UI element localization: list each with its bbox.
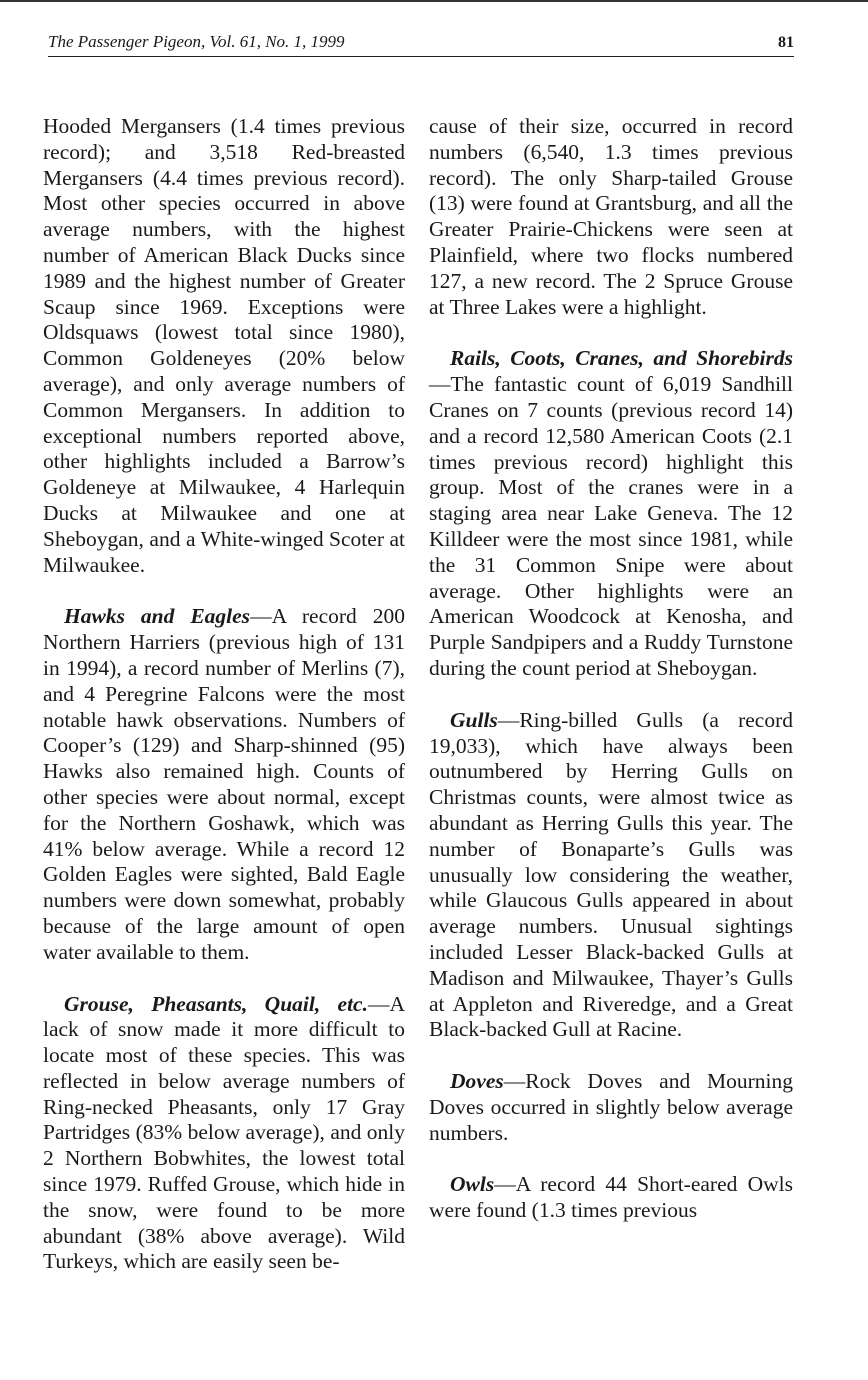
section-body-rails-coots-cranes-shorebirds: —The fantastic count of 6,019 Sandhill Cranes on 7 counts (previous record 14) and a record 12,580 American Coots (2.1 times previous record) highlight this group. Most of the cranes were in a staging area near Lake Geneva. The 12 Killdeer were the most since 1981, while the 31 Common Snipe were about average. Other highlights were an American Woodcock at Kenosha, and Purple Sandpipers and a Ruddy Turnstone during the count period at Sheboygan.	[429, 372, 793, 680]
paragraph-owls	[429, 1172, 793, 1224]
section-heading-rails-coots-cranes-shorebirds: Rails, Coots, Cranes, and Shorebirds	[450, 346, 793, 371]
top-border-rule	[0, 0, 868, 2]
section-body-doves: —Rock Doves and Mourning Doves occurred in slightly below average numbers.	[429, 1069, 793, 1145]
paragraph-hawks-and-eagles	[43, 604, 405, 965]
paragraph-grouse-continued: cause of their size, occurred in record numbers (6,540, 1.3 times previous record). The only Sharp-tailed Grouse (13) were found at Grantsburg, and all the Greater Prairie-Chickens were seen at Plainfield, where two flocks numbered 127, a new record. The 2 Spruce Grouse at Three Lakes were a highlight.	[429, 114, 793, 319]
section-body-owls: —A record 44 Short-eared Owls were found (1.3 times previous	[429, 1172, 793, 1223]
section-heading-hawks-and-eagles: Hawks and Eagles	[64, 604, 251, 629]
paragraph-ducks-continued: Hooded Mergansers (1.4 times previous record); and 3,518 Red-breasted Mergansers (4.4 times previous record). Most other species occurred in above average numbers, with the highest number of American Black Ducks since 1989 and the highest number of Greater Scaup since 1969. Exceptions were Oldsquaws (lowest total since 1980), Common Goldeneyes (20% below average), and only average numbers of Common Mergansers. In addition to exceptional numbers reported above, other highlights included a Barrow’s Goldeneye at Milwaukee, 4 Harlequin Ducks at Milwaukee and one at Sheboygan, and a White-winged Scoter at Milwaukee.	[43, 114, 405, 577]
section-heading-owls: Owls	[450, 1172, 495, 1197]
paragraph-rails-coots-cranes-shorebirds	[429, 346, 793, 681]
left-column	[43, 114, 405, 1301]
section-body-grouse-pheasants-quail: —A lack of snow made it more difficult to locate most of these species. This was reflected in below average numbers of Ring-necked Pheasants, only 17 Gray Partridges (83% below average), and only 2 Northern Bobwhites, the lowest total since 1979. Ruffed Grouse, which hide in the snow, were found to be more abundant (38% above average). Wild Turkeys, which are easily seen be-	[43, 991, 405, 1274]
section-body-gulls: —Ring-billed Gulls (a record 19,033), which have always been outnumbered by Herring Gulls on Christmas counts, were almost twice as abundant as Herring Gulls this year. The number of Bonaparte’s Gulls was unusually low considering the weather, while Glaucous Gulls appeared in about average numbers. Unusual sightings included Lesser Black-backed Gulls at Madison and Milwaukee, Thayer’s Gulls at Appleton and Riveredge, and a Great Black-backed Gull at Racine.	[429, 707, 793, 1042]
running-header	[48, 30, 794, 57]
paragraph-gulls	[429, 708, 793, 1043]
section-heading-grouse-pheasants-quail: Grouse, Pheasants, Quail, etc.	[64, 991, 368, 1016]
section-heading-doves: Doves	[450, 1069, 504, 1094]
paragraph-grouse-pheasants-quail	[43, 992, 405, 1276]
section-heading-gulls: Gulls	[450, 707, 498, 732]
paragraph-doves	[429, 1069, 793, 1146]
section-body-hawks-and-eagles: —A record 200 Northern Harriers (previous high of 131 in 1994), a record number of Merlins (7), and 4 Peregrine Falcons were the most notable hawk observations. Numbers of Cooper’s (129) and Sharp-shinned (95) Hawks also remained high. Counts of other species were about normal, except for the Northern Goshawk, which was 41% below average. While a record 12 Golden Eagles were sighted, Bald Eagle numbers were down somewhat, probably because of the large amount of open water available to them.	[43, 604, 405, 964]
journal-title: The Passenger Pigeon, Vol. 61, No. 1, 1999	[48, 32, 345, 51]
right-column	[429, 114, 793, 1250]
page-number: 81	[778, 34, 794, 51]
